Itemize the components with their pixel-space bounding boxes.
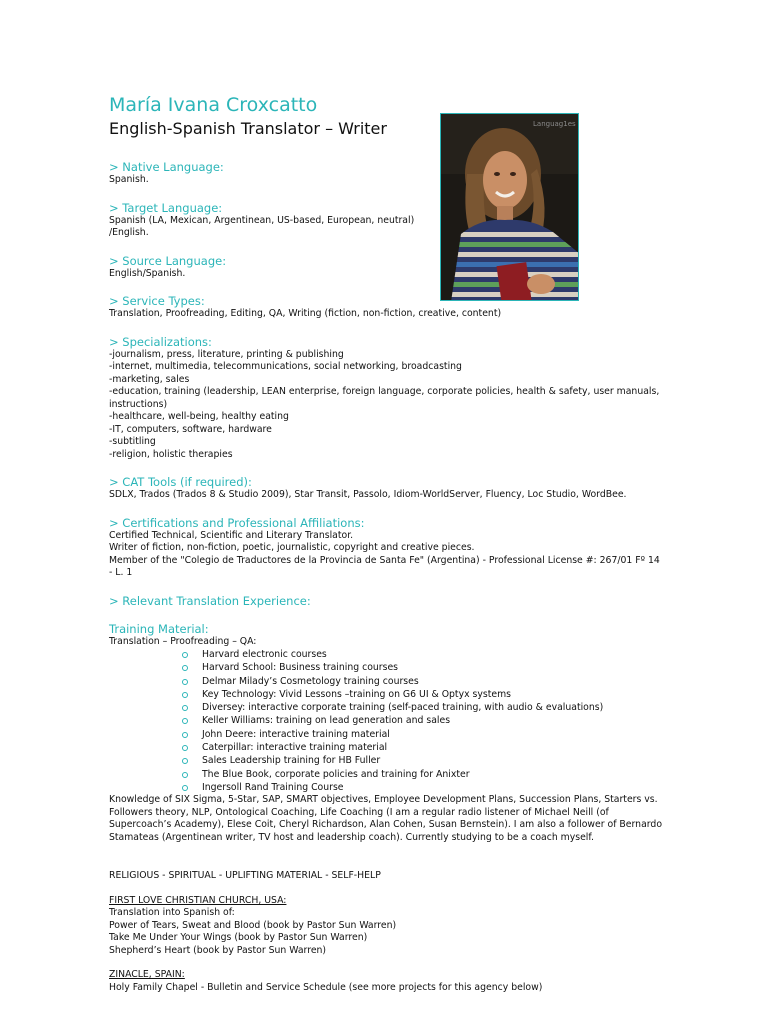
certification-line: Certified Technical, Scientific and Literary Translator. xyxy=(109,529,354,541)
certification-line: Writer of fiction, non-fiction, poetic, journalistic, copyright and creative pieces. xyxy=(109,542,475,553)
job-title: English-Spanish Translator – Writer xyxy=(109,119,387,138)
list-item: Keller Williams: training on lead generation and sales xyxy=(182,714,669,727)
specialization-line: -internet, multimedia, telecommunications, social networking, broadcasting xyxy=(109,361,462,372)
list-item: Diversey: interactive corporate training (self-paced training, with audio & evaluations) xyxy=(182,701,669,714)
list-item: Harvard School: Business training courses xyxy=(182,661,669,674)
specialization-line: -healthcare, well-being, healthy eating xyxy=(109,411,289,422)
service-types-heading: > Service Types: xyxy=(109,294,205,308)
knowledge-line: Stamateas (Argentinean writer, TV host and leadership coach). Currently studying to be a coach myself. xyxy=(109,831,594,843)
first-love-heading: FIRST LOVE CHRISTIAN CHURCH, USA: xyxy=(109,894,287,906)
certifications-heading: > Certifications and Professional Affiliations: xyxy=(109,515,365,530)
training-list xyxy=(109,648,669,794)
list-item: Sales Leadership training for HB Fuller xyxy=(182,754,669,767)
target-language-line: Spanish (LA, Mexican, Argentinean, US-based, European, neutral) xyxy=(109,214,415,226)
certification-line: - L. 1 xyxy=(109,567,133,578)
list-item: Delmar Milady’s Cosmetology training courses xyxy=(182,675,669,688)
list-item: The Blue Book, corporate policies and training for Anixter xyxy=(182,768,669,781)
specialization-line: -IT, computers, software, hardware xyxy=(109,423,272,435)
resume-document xyxy=(109,92,669,994)
cat-tools-heading: > CAT Tools (if required): xyxy=(109,475,252,489)
specialization-line: instructions) xyxy=(109,398,168,410)
source-language-heading: > Source Language: xyxy=(109,253,227,268)
first-love-line: Translation into Spanish of: xyxy=(109,907,235,919)
certification-line: Member of the "Colegio de Traductores de la Provincia de Santa Fe" (Argentina) - Professional License #: 267/01 Fº 14 xyxy=(109,554,660,566)
specialization-line: -education, training (leadership, LEAN enterprise, foreign language, corporate policies, health & safety, user manuals, xyxy=(109,386,660,397)
specialization-line: -religion, holistic therapies xyxy=(109,448,233,460)
list-item: Harvard electronic courses xyxy=(182,648,669,661)
target-language-line: /English. xyxy=(109,227,149,238)
zinacle-line: Holy Family Chapel - Bulletin and Service Schedule (see more projects for this agency below) xyxy=(109,981,543,993)
native-language-text: Spanish. xyxy=(109,174,149,185)
photo-watermark: Languag1es xyxy=(533,120,576,128)
person-name: María Ivana Croxcatto xyxy=(109,94,318,116)
cat-tools-text: SDLX, Trados (Trados 8 & Studio 2009), Star Transit, Passolo, Idiom-WorldServer, Fluency, Loc Studio, WordBee. xyxy=(109,489,627,500)
list-item: Ingersoll Rand Training Course xyxy=(182,781,669,794)
specialization-line: -marketing, sales xyxy=(109,373,190,385)
knowledge-line: Knowledge of SIX Sigma, 5-Star, SAP, SMART objectives, Employee Development Plans, Succession Plans, Starters vs. xyxy=(109,794,658,806)
list-item: Caterpillar: interactive training material xyxy=(182,741,669,754)
specializations-heading: > Specializations: xyxy=(109,334,212,349)
training-intro: Translation – Proofreading – QA: xyxy=(109,635,257,647)
source-language-text: English/Spanish. xyxy=(109,267,186,279)
first-love-line: Shepherd’s Heart (book by Pastor Sun Warren) xyxy=(109,944,327,956)
service-types-text: Translation, Proofreading, Editing, QA, Writing (fiction, non-fiction, creative, content) xyxy=(109,308,502,319)
specialization-line: -journalism, press, literature, printing & publishing xyxy=(109,348,344,360)
native-language-heading: > Native Language: xyxy=(109,160,224,174)
first-love-line: Power of Tears, Sweat and Blood (book by Pastor Sun Warren) xyxy=(109,919,397,931)
knowledge-line: Followers theory, NLP, Ontological Coaching, Life Coaching (I am a regular radio listener of Michael Neill (of xyxy=(109,806,609,818)
knowledge-line: Supercoach’s Academy), Elese Coit, Cheryl Richardson, Alan Cohen, Susan Bernstein). I am also a follower of Bernardo xyxy=(109,819,663,831)
specialization-line: -subtitling xyxy=(109,436,156,447)
target-language-heading: > Target Language: xyxy=(109,200,223,215)
training-material-heading: Training Material: xyxy=(109,621,209,636)
first-love-line: Take Me Under Your Wings (book by Pastor Sun Warren) xyxy=(109,932,368,944)
list-item: John Deere: interactive training material xyxy=(182,728,669,741)
list-item: Key Technology: Vivid Lessons –training on G6 UI & Optyx systems xyxy=(182,688,669,701)
zinacle-heading: ZINACLE, SPAIN: xyxy=(109,969,185,981)
religious-heading: RELIGIOUS - SPIRITUAL - UPLIFTING MATERIAL - SELF-HELP xyxy=(109,870,381,882)
experience-heading: > Relevant Translation Experience: xyxy=(109,593,311,608)
